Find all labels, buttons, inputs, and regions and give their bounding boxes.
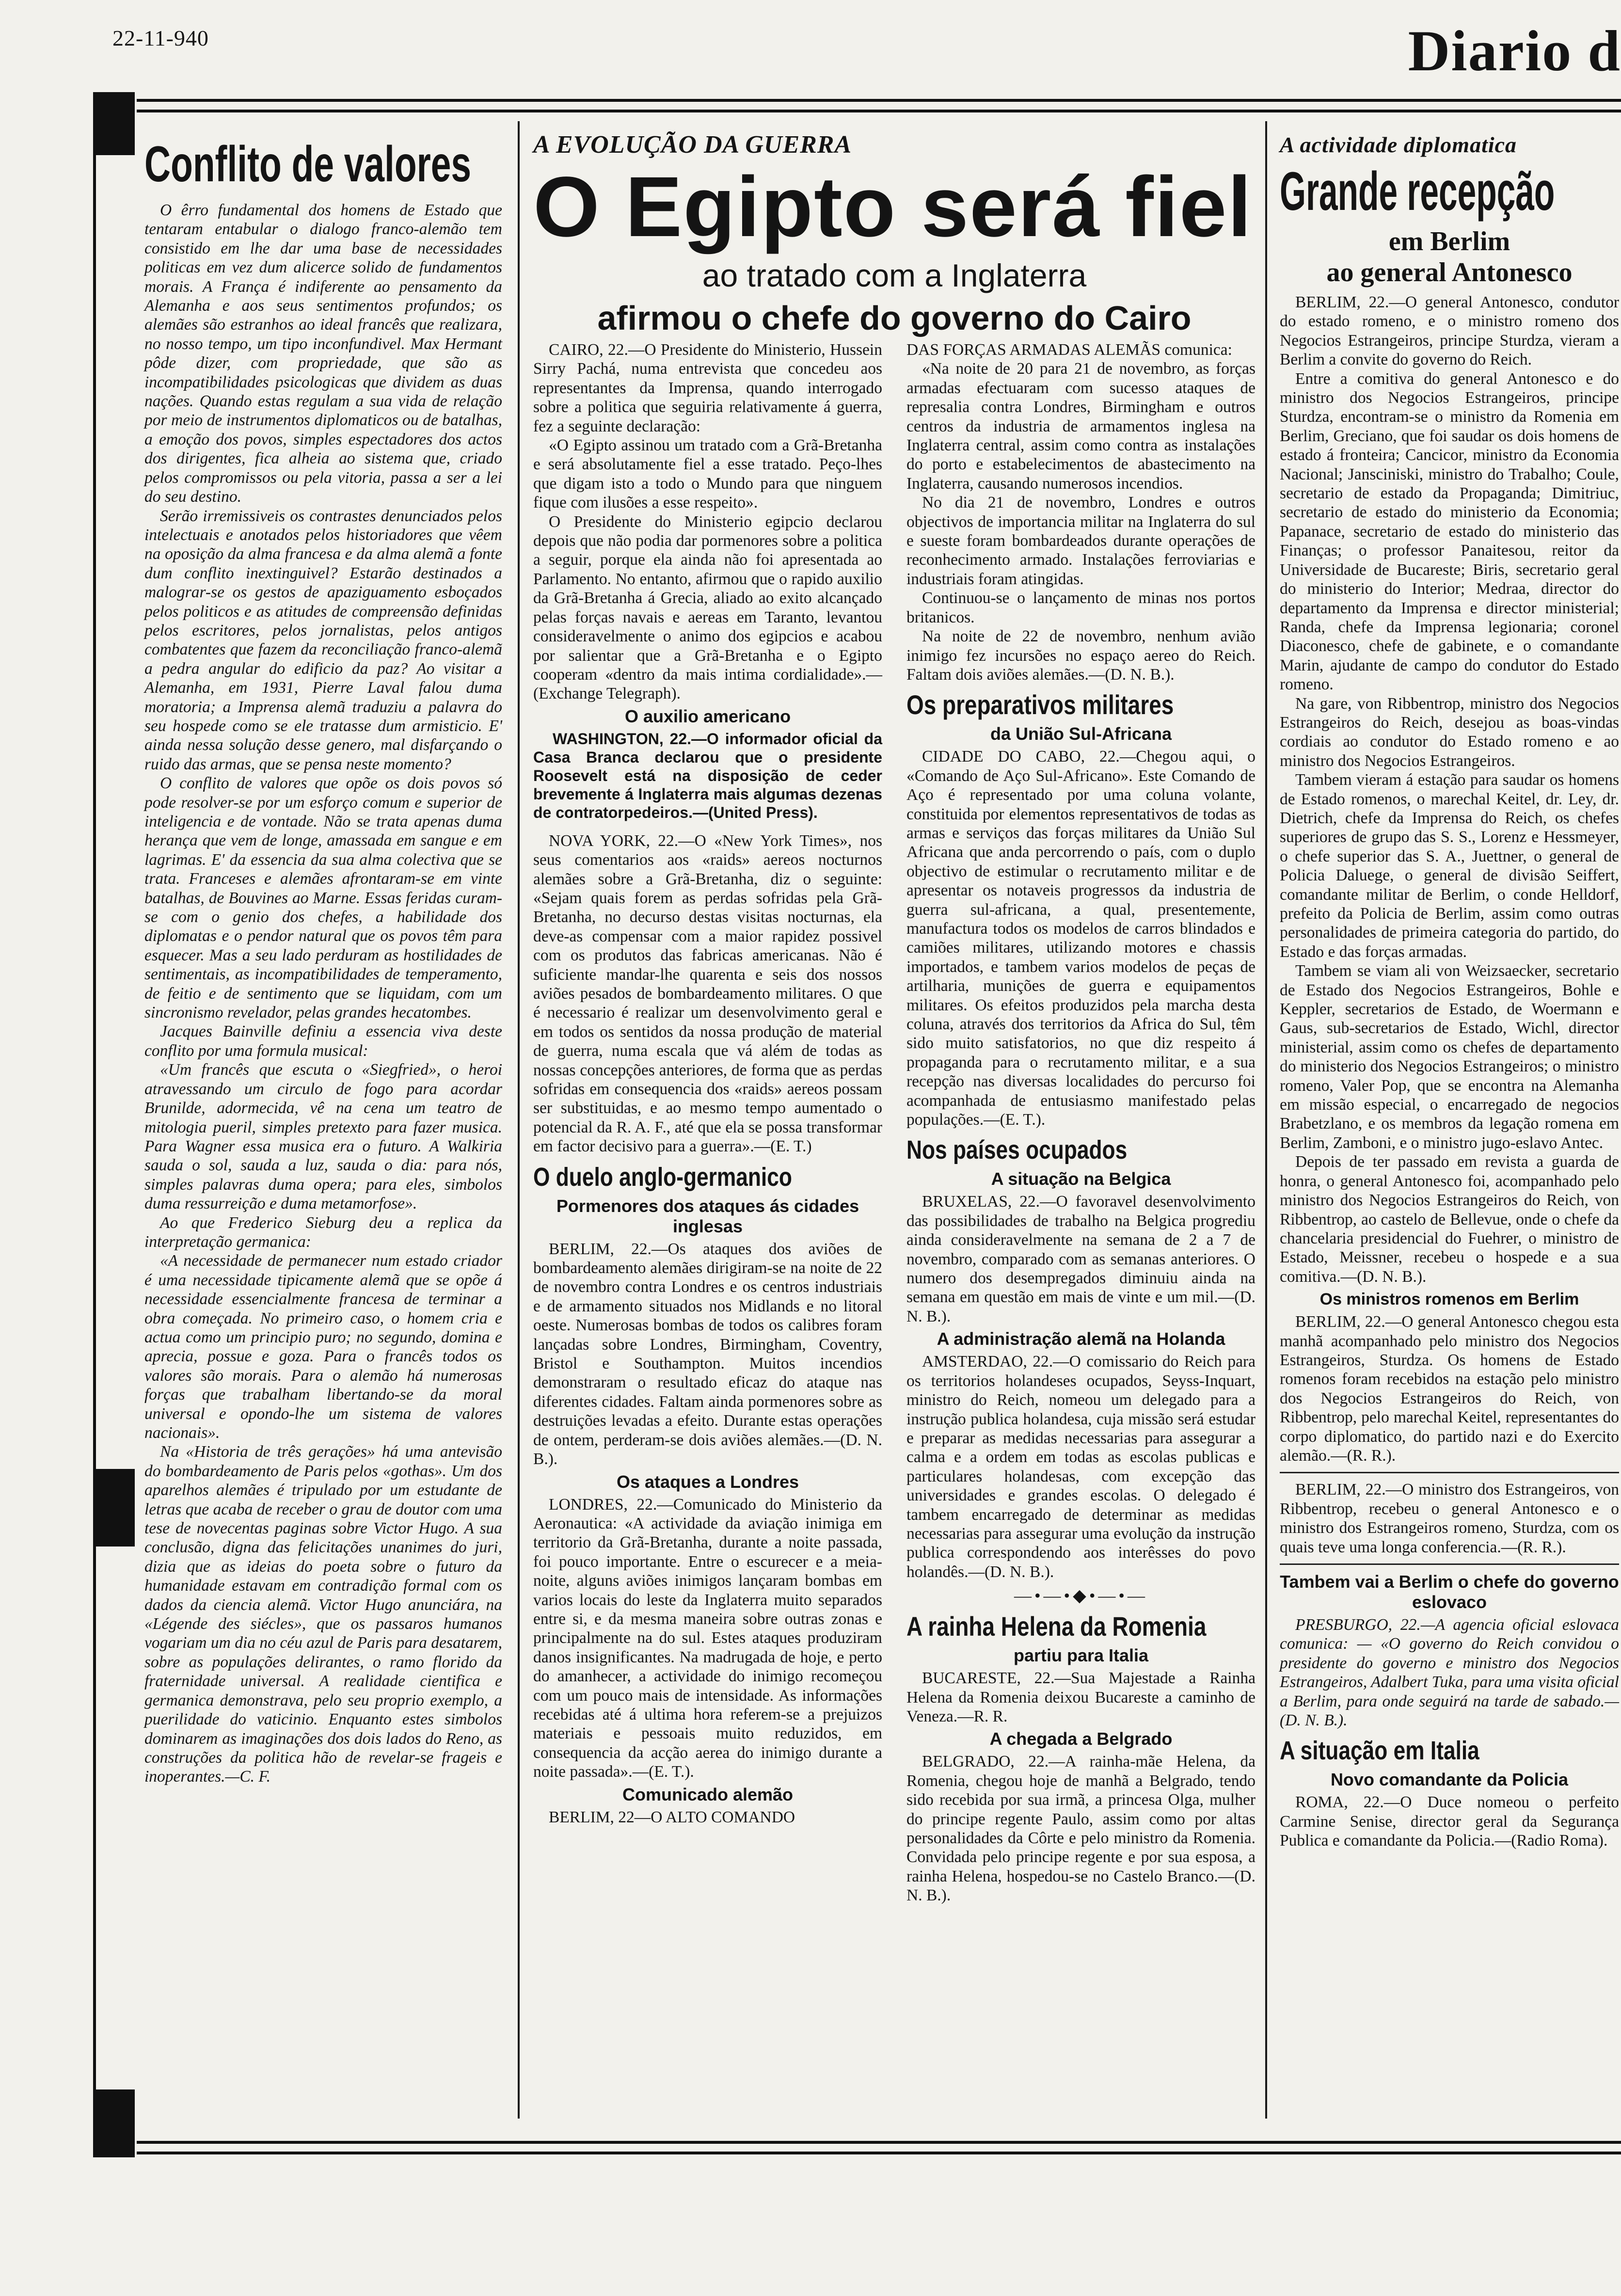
article-paragraph: BERLIM, 22—O ALTO COMANDO bbox=[549, 1808, 795, 1826]
article-paragraph: BERLIM, 22.—O ministro dos Estrangeiros, von Ribbentrop, recebeu o general Antonesco e o ministro dos Estrangeiros romeno, Sturdza, com os quais teve uma longa conferencia.—(R. R.). bbox=[1280, 1481, 1619, 1556]
article-paragraph: No dia 21 de novembro, Londres e outros objectivos de importancia militar na Inglaterra do sul e sueste foram bombardeados durante operações de reconhecimento armado. Instalações ferroviarias e industriais foram atingidas. bbox=[906, 494, 1255, 588]
article-paragraph: ROMA, 22.—O Duce nomeou o perfeito Carmine Senise, director geral da Segurança Publica e comandante da Policia.—(Radio Roma). bbox=[1280, 1793, 1619, 1850]
article-subheading: A administração alemã na Holanda bbox=[937, 1329, 1225, 1349]
editorial-body bbox=[144, 201, 502, 1786]
editorial-paragraph: O conflito de valores que opõe os dois povos só pode resolver-se por um esforço comum e superior de inteligencia e de vontade. Não se trata apenas duma herança que vem de longe, amassada em sangue e em lagrimas. E' da essencia da sua alma colectiva que se trata. Franceses e alemães afrontaram-se em vinte batalhas, de Bouvines ao Marne. Essas feridas curam-se com o genio dos chefes, a habilidade dos diplomatas e o pendor natural que os povos têm para esquecer. Mas a seu lado perduram as hostilidades de sentimentais, as incompatibilidades de temperamento, de feitio e de sentimento que se liquidam, com um sincronismo revelador, pelas grandes hecatombes. bbox=[144, 774, 502, 1022]
article-paragraph: LONDRES, 22.—Comunicado do Ministerio da Aeronautica: «A actividade da aviação inimiga em territorio da Grã-Bretanha, durante a noite passada, foi pouco importante. Entre o escurecer e a meia-noite, alguns aviões inimigos lançaram bombas em varios locais do leste da Inglaterra muito separados entre si, e da mesma maneira sobre outras zonas e principalmente na do sul. Estes ataques produziram danos insignificantes. Na madrugada de hoje, e perto do amanhecer, a actividade do inimigo recomeçou com um pouco mais de intensidade. As informações recebidas até á ultima hora referem-se a prejuizos materiais e pessoais muito reduzidos, em consequencia da acção aerea do inimigo durante a noite passada».—(E. T.). bbox=[533, 1495, 882, 1781]
divider-rule bbox=[1280, 1472, 1619, 1473]
diplomacy-column bbox=[1280, 131, 1619, 1850]
divider-rule bbox=[1280, 1563, 1619, 1565]
article-paragraph: DAS FORÇAS ARMADAS ALEMÃS comunica: bbox=[906, 341, 1232, 359]
article-paragraph: CAIRO, 22.—O Presidente do Ministerio, Hussein Sirry Pachá, numa entrevista que concedeu aos representantes da Imprensa, quando interrogado sobre a politica que seguiria relativamente á guerra, fez a seguinte declaração: bbox=[533, 341, 882, 435]
section-kicker: A actividade diplomatica bbox=[1280, 132, 1517, 157]
editorial-title: Conflito de valores bbox=[144, 136, 472, 192]
left-margin-bar bbox=[93, 92, 138, 2157]
editorial-paragraph: Serão irremissiveis os contrastes denunciados pelos intelectuais e anotados pelos historiadores que vêem na oposição da alma francesa e da alma alemã a fonte dum conflito inextinguivel? Estarão destinados a malograr-se os gestos de apaziguamento esboçados pelos politicos e as atitudes de compreensão definidas pelos escritores, pelos jornalistas, pelos antigos combatentes que fazem da reconciliação franco-alemã a pedra angular do edificio da paz? Ao visitar a Alemanha, em 1931, Pierre Laval falou duma moratoria; a Imprensa alemã traduziu a palavra do seu hospede como se ele tratasse dum armisticio. E' ainda nessa solução desse genero, mal disfarçando o ruido das armas, que se pensa neste momento? bbox=[144, 507, 502, 773]
article-paragraph: BERLIM, 22.—Os ataques dos aviões de bombardeamento alemães dirigiram-se na noite de 22 de novembro contra Londres e os centros industriais e de armamento situados nos Midlands e no litoral oeste. Numerosas bombas de todos os calibres foram lançadas sobre Londres, Birmingham, Coventry, Bristol e Southampton. Muitos incendios demonstraram o resultado eficaz do ataque nas diferentes cidades. Faltam ainda pormenores sobre as destruições levadas a efeito. Durante estas operações de ontem, perderam-se dois aviões alemães.—(D. N. B.). bbox=[533, 1240, 882, 1468]
editorial-paragraph: Ao que Frederico Sieburg deu a replica da interpretação germanica: bbox=[144, 1213, 502, 1251]
article-paragraph: Depois de ter passado em revista a guarda de honra, o general Antonesco foi, acompanhado pelo ministro dos Negocios Estrangeiros do Reich, von Ribbentrop, ao castelo de Bellevue, onde o chefe da chancelaria presidencial do Fuehrer, o ministro de Estado, Meissner, recebeu o hospede e a sua comitiva.—(D. N. B.). bbox=[1280, 1153, 1619, 1286]
article-heading: Os preparativos militares bbox=[906, 689, 1174, 720]
editorial-paragraph: O êrro fundamental dos homens de Estado que tentaram entabular o dialogo franco-alemão tem consistido em lhe dar uma base de necessidades politicas em vez dum alicerce solido de fundamentos morais. A França é indiferente ao pensamento da Alemanha e aos seus sentimentos profundos; os alemães são estranhos ao ideal francês que realizara, no nosso tempo, um tipo inconfundivel. Max Hermant pôde dizer, com propriedade, que são as incompatibilidades psicologicas que dividem as duas nações. Quando estas regulam a sua vida de relação por meio de instrumentos diplomaticos ou de batalhas, a emoção dos povos, simples espectadores dos actos dos dirigentes, fica alheia ao sistema que, criado pelos compromissos ou pela vitoria, passa a ser a lei do seu destino. bbox=[144, 201, 502, 506]
editorial-paragraph: «A necessidade de permanecer num estado criador é uma necessidade tipicamente alemã que se opõe á necessidade essencialmente francesa de terminar a obra começada. No primeiro caso, o homem cria e actua como um principio puro; no segundo, domina e aprecia, possue e goza. Para o francês todos os valores são morais. Para o alemão há numerosas forças que trabalham libertando-se da moral universal e opondo-lhe um sistema de valores nacionais». bbox=[144, 1252, 502, 1442]
bottom-double-rule bbox=[137, 2141, 1621, 2154]
masthead-title: Diario d bbox=[1408, 18, 1621, 83]
article-lead: WASHINGTON, 22.—O informador oficial da Casa Branca declarou que o presidente Roosevelt está na disposição de ceder brevemente á Inglaterra mais algumas dezenas de contratorpedeiros.—(United Press). bbox=[533, 730, 882, 821]
issue-date: 22-11-940 bbox=[112, 26, 209, 50]
article-subheading: Novo comandante da Policia bbox=[1330, 1770, 1569, 1790]
article-subheading: partiu para Italia bbox=[1013, 1645, 1149, 1666]
article-paragraph: Tambem vieram á estação para saudar os homens de Estado romenos, o marechal Keitel, dr. Ley, dr. Dietrich, chefe da Imprensa do Reich, os chefes superiores de grupo das S. S., Lorenz e Hessmeyer, o chefe superior das S. A., Juettner, o general de Policia Daluege, o general de divisão Seiffert, comandante militar de Berlim, o conde Helldorf, prefeito da Policia de Berlim, assim como outras personalidades de primeira categoria do partido, do Estado e das forças armadas. bbox=[1280, 771, 1619, 961]
article-paragraph: BRUXELAS, 22.—O favoravel desenvolvimento das possibilidades de trabalho na Belgica progrediu ainda consideravelmente na semana de 2 a 7 de novembro, comparado com as semanas anteriores. O numero dos desempregados diminuiu ainda na semana em questão em mais de vinte e um mil.—(D. N. B.). bbox=[906, 1193, 1255, 1325]
article-subheading: da União Sul-Africana bbox=[990, 724, 1172, 744]
article-heading: Nos países ocupados bbox=[906, 1135, 1128, 1165]
editorial-paragraph: Na «Historia de três gerações» há uma antevisão do bombardeamento de Paris pelos «gothas». Um dos aparelhos alemães é tripulado por um estudante de letras que acaba de receber o grau de doutor com uma tese de novecentas paginas sobre Victor Hugo. A sua conclusão, digna das felicitações unanimes do juri, dizia que as ideias do poeta sobre o futuro da humanidade estavam em contradição formal com os dados da ciencia alemã. Victor Hugo anunciára, na «Légende des siécles», que os passaros humanos vogariam um dia no céu azul de Paris para desatarem, sobre as populações delirantes, o ramo florido da fraternidade universal. A realidade cientifica e germanica demonstrava, pelo seu proprio exemplo, a puerilidade do vaticinio. Enquanto estes simbolos dominarem as imaginações dos dois lados do Reno, as construções da politica hão de revelar-se frageis e inoperantes.—C. F. bbox=[144, 1443, 502, 1786]
article-subheading: Pormenores dos ataques ás cidades inglesas bbox=[556, 1196, 859, 1236]
main-deck: afirmou o chefe do governo do Cairo bbox=[597, 299, 1192, 337]
article-paragraph: Continuou-se o lançamento de minas nos portos britanicos. bbox=[906, 589, 1255, 626]
left-bar-block bbox=[96, 92, 135, 155]
article-paragraph: Entre a comitiva do general Antonesco e do ministro dos Negocios Estrangeiros, principe Sturdza, encontram-se o ministro da Romenia em Berlim, Greciano, que foi saudar os dois homens de estado á fronteira; Cancicor, ministro da Economia Nacional; Jansciniski, ministro do Trabalho; Coule, secretario de estado da Propaganda; Dimitriuc, secretario de estado do ministerio da Economia; Papanace, secretario de estado do ministerio das Finanças; o professor Panaitesou, reitor da Universidade de Bucareste; Biris, secretario geral do ministerio do Interior; Medraa, director do departamento da Imprensa e director ministerial; Randa, chefe da Imprensa legionaria; coronel Diaconesco, chefe de gabinete, e o comandante Marin, ajudante de campo do condutor do Estado romeno. bbox=[1280, 369, 1619, 694]
war-news-right-column bbox=[906, 340, 1255, 1905]
article-paragraph: PRESBURGO, 22.—A agencia oficial eslovaca comunica: — «O governo do Reich convidou o presidente do governo e ministro dos Negocios Estrangeiros, Adalbert Tuka, para uma visita oficial a Berlim, para onde seguirá na tarde de sabado.—(D. N. B.). bbox=[1280, 1616, 1619, 1730]
column-rule bbox=[1265, 121, 1267, 2119]
top-double-rule bbox=[137, 99, 1621, 112]
article-paragraph: «O Egipto assinou um tratado com a Grã-Bretanha e será absolutamente fiel a esse tratado. Peço-lhes que digam isto a todo o Mundo para que ninguem fique com ilusões a esse respeito». bbox=[533, 436, 882, 512]
main-subheadline: ao tratado com a Inglaterra bbox=[702, 257, 1087, 293]
section-kicker: A EVOLUÇÃO DA GUERRA bbox=[533, 131, 852, 159]
editorial-paragraph: Jacques Bainville definiu a essencia viva deste conflito por uma formula musical: bbox=[144, 1022, 502, 1060]
article-heading: A rainha Helena da Romenia bbox=[906, 1611, 1207, 1642]
article-paragraph: NOVA YORK, 22.—O «New York Times», nos seus comentarios aos «raids» aereos nocturnos alemães sobre a Grã-Bretanha, diz o seguinte: «Sejam quais forem as perdas sofridas pela Grã-Bretanha, no decurso destas visitas nocturnas, ela deve-as compensar com a maior rapidez possivel com os produtos das fabricas americanas. Não é suficiente mandar-lhe quarenta e seis dos nossos aviões pesados de bombardeamento militares. O que é necessario é realizar um desenvolvimento geral e em todos os sentidos da nossa produção de material de guerra, numa escala que vá além de todas as nossas concepções anteriores, de forma que as perdas sofridas em consequencia dos «raids» aereos possam ser substituidas, e ao mesmo tempo aumentado o potencial da R. A. F., até que ela se possa transformar em factor decisivo para a guerra».—(E. T.) bbox=[533, 831, 882, 1156]
article-paragraph: BERLIM, 22.—O general Antonesco chegou esta manhã acompanhado pelo ministro dos Negocios Estrangeiros, Sturdza. Os homens de Estado romenos foram recebidos na estação pelo ministro dos Negocios Estrangeiros do Reich, von Ribbentrop, pelo marechal Keitel, representantes do corpo diplomatico, do partido nazi e do Exercito alemão.—(R. R.). bbox=[1280, 1313, 1619, 1465]
editorial-column bbox=[144, 131, 502, 1786]
article-paragraph: AMSTERDAO, 22.—O comissario do Reich para os territorios holandeses ocupados, Seyss-Inquart, ministro do Reich, nomeou um delegado para a instrução publica holandesa, cuja missão será estudar e preparar as medidas necessarias para assegurar a calma e a ordem em todas as escolas publicas e particulares holandesas, com excepção das universidades e grandes escolas. O delegado é tambem encarregado de determinar as medidas necessarias para assegurar uma evolução da instrução publica correspondendo aos interêsses do povo holandês.—(D. N. B.). bbox=[906, 1353, 1255, 1581]
article-subheading: A chegada a Belgrado bbox=[989, 1729, 1173, 1749]
ornament-divider: —•—•◆•—•— bbox=[1014, 1586, 1148, 1606]
article-subheading: O auxilio americano bbox=[624, 706, 791, 726]
war-news-section bbox=[533, 131, 1255, 1905]
article-subheading: Comunicado alemão bbox=[622, 1784, 794, 1804]
article-paragraph: CIDADE DO CABO, 22.—Chegou aqui, o «Comando de Aço Sul-Africano». Este Comando de Aço é representado por uma coluna volante, constituida por elementos representativos de todas as armas e serviços das forças militares da União Sul Africana que anda percorrendo o país, com o duplo objectivo de estimular o recrutamento militar e de apresentar os notaveis progressos da industria de guerra sul-africana, a qual, presentemente, manufactura todos os modelos de carros blindados e camiões militares, utilizando motores e chassis importados, e tambem varios modelos de peças de artilharia, munições de guerra e equipamentos militares. Os efeitos produzidos pela marcha desta coluna, através dos territorios da Africa do Sul, têm sido muito satisfatorios, no que diz respeito á propaganda para o recrutamento militar, e a sua recepção nas diversas localidades do percurso foi acompanhada de entusiasmo manifestado pelas populações.—(E. T.). bbox=[906, 748, 1255, 1129]
war-news-left-column bbox=[533, 340, 882, 1827]
article-paragraph: O Presidente do Ministerio egipcio declarou depois que não podia dar pormenores sobre a politica a seguir, porque ela ainda não foi apresentada ao Parlamento. No entanto, afirmou que o rapido auxilio da Grã-Bretanha á Grecia, aliado ao exito alcançado pelas forças navais e aereas em Taranto, levantou consideravelmente o animo dos egipcios e acabou por salientar que a Grã-Bretanha e o Egipto cooperam «dentro da mais intima cordialidade».—(Exchange Telegraph). bbox=[533, 512, 882, 703]
column-rule bbox=[518, 121, 520, 2119]
article-subheading: Os ataques a Londres bbox=[616, 1471, 799, 1492]
article-paragraph: BERLIM, 22.—O general Antonesco, condutor do estado romeno, e o ministro romeno dos Negocios Estrangeiros, principe Sturdza, vieram a Berlim a convite do governo do Reich. bbox=[1280, 293, 1619, 369]
left-bar-block bbox=[96, 1469, 135, 1547]
article-heading: O duelo anglo-germanico bbox=[533, 1162, 792, 1192]
editorial-paragraph: «Um francês que escuta o «Siegfried», o heroi atravessando um circulo de fogo para acordar Brunilde, adormecida, vê na cena um teatro de mitologia pueril, simples pretexto para fazer musica. Para Wagner essa musica era o futuro. A Walkiria sauda o sol, sauda a luz, sauda o dia: para nós, simples palavras duma opera; para eles, simbolos duma ressurreição e duma metamorfose». bbox=[144, 1061, 502, 1213]
diplomacy-headline: Grande recepção bbox=[1280, 161, 1555, 222]
article-subheading: Os ministros romenos em Berlim bbox=[1319, 1290, 1579, 1309]
article-paragraph: BELGRADO, 22.—A rainha-mãe Helena, da Romenia, chegou hoje de manhã a Belgrado, tendo sido recebida por sua irmã, a princesa Olga, mulher do principe regente Paulo, assim como por altas personalidades da Côrte e pelo ministro da Romenia. Convidada pelo principe regente e por sua esposa, a rainha Helena, hospedou-se no Castelo Branco.—(D. N. B.). bbox=[906, 1753, 1255, 1905]
article-paragraph: BUCARESTE, 22.—Sua Majestade a Rainha Helena da Romenia deixou Bucareste a caminho de Veneza.—R. R. bbox=[906, 1669, 1255, 1725]
article-paragraph: «Na noite de 20 para 21 de novembro, as forças armadas efectuaram com sucesso ataques de represalia contra Londres, Birmingham e outros centros da industria de armamentos inglesa na Inglaterra central, assim como contra as instalações do porto e estabelecimentos de abastecimento na Inglaterra, causando numerosos incendios. bbox=[906, 360, 1255, 493]
left-bar-block bbox=[96, 2089, 135, 2157]
article-heading: A situação em Italia bbox=[1280, 1736, 1479, 1766]
diplomacy-subheadline: em Berlim bbox=[1388, 226, 1510, 256]
article-paragraph: Na noite de 22 de novembro, nenhum avião inimigo fez incursões no espaço aereo do Reich. Faltam dois aviões alemães.—(D. N. B.). bbox=[906, 627, 1255, 684]
article-paragraph: Na gare, von Ribbentrop, ministro dos Negocios Estrangeiros do Reich, desejou as boas-vindas cordiais ao condutor do Estado romeno e ao ministro dos Negocios Estrangeiros. bbox=[1280, 694, 1619, 770]
main-headline: O Egipto será fiel bbox=[533, 159, 1253, 255]
article-subheading: A situação na Belgica bbox=[991, 1169, 1171, 1189]
article-subheading: Tambem vai a Berlim o chefe do governo eslovaco bbox=[1280, 1572, 1619, 1612]
article-paragraph: Tambem se viam ali von Weizsaecker, secretario de Estado dos Negocios Estrangeiros, Bohle e Keppler, secretarios de Estado, de Woermann e Gaus, sub-secretarios de Estado, Wichl, director ministerial, assim como os chefes de departamento do ministerio dos Negocios Estrangeiros; o ministro romeno, Valer Pop, que se encontra na Alemanha em missão especial, o encarregado de negocios Brabetzlano, e os membros da legação romena em Berlim, Zamboni, e o ministro jugo-eslavo Antec. bbox=[1280, 962, 1619, 1152]
diplomacy-deck: ao general Antonesco bbox=[1326, 257, 1573, 287]
